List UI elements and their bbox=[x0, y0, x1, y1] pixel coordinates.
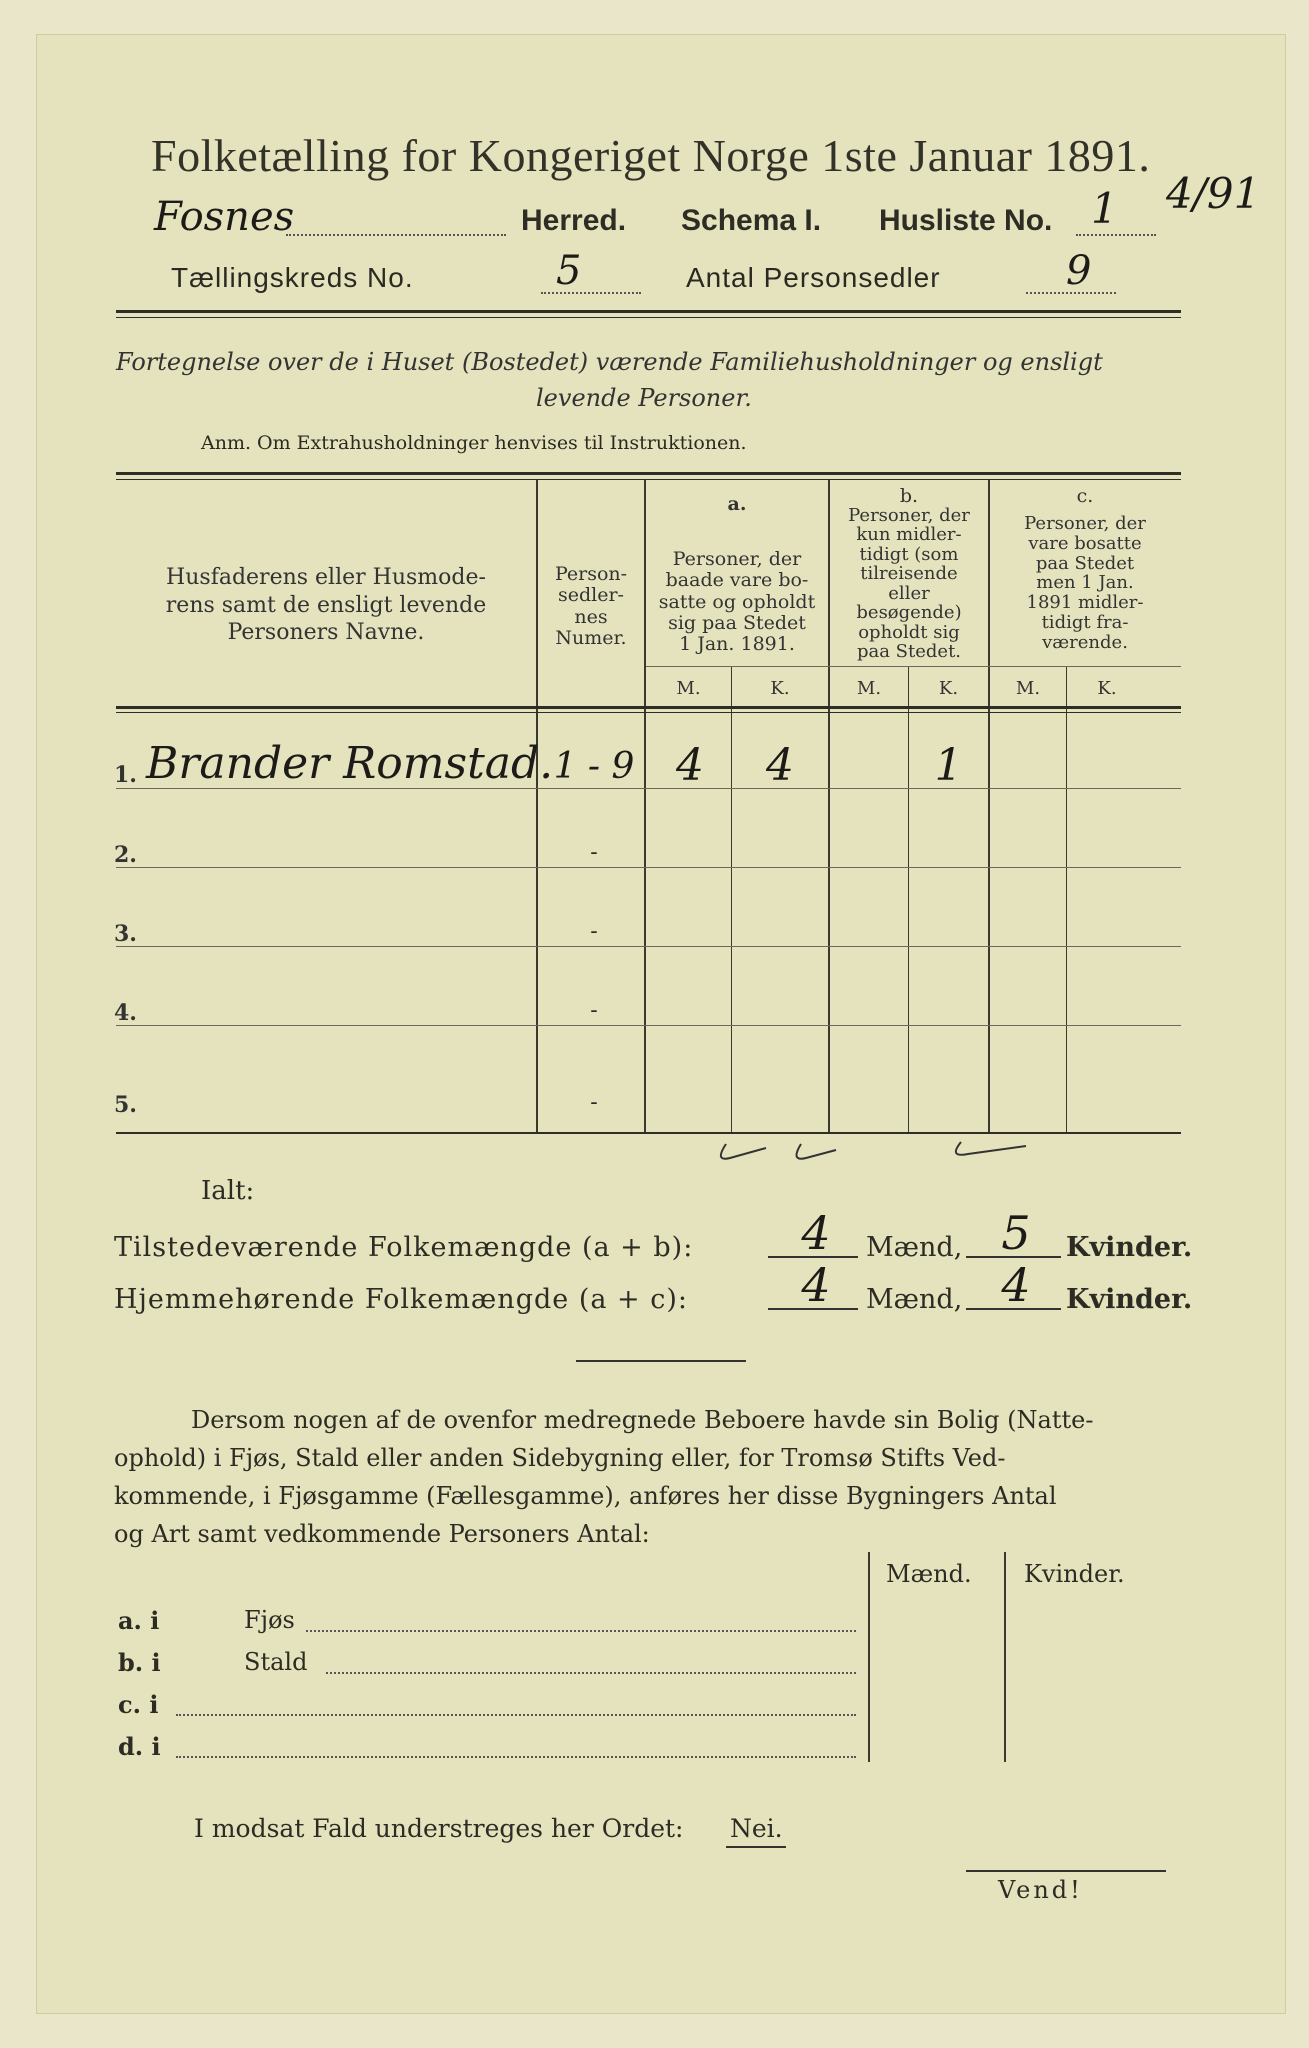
census-form bbox=[36, 34, 1286, 2014]
row-3-number: 3. bbox=[114, 921, 137, 947]
names-column-header: Husfaderens eller Husmode- rens samt de ensligt levende Personers Navne. bbox=[165, 565, 487, 645]
kreds-label: Tællingskreds No. bbox=[171, 262, 414, 293]
nei-word: Nei. bbox=[730, 1814, 783, 1843]
ialt-label: Ialt: bbox=[201, 1176, 255, 1206]
a-m-label: M. bbox=[676, 678, 701, 699]
row-1-numer: 1 - 9 bbox=[553, 746, 635, 787]
c-m-label: M. bbox=[1015, 678, 1041, 699]
row-4-numer: - bbox=[590, 998, 598, 1023]
row-1-a-k: 4 bbox=[766, 740, 794, 791]
numer-column-header: Person- sedler- nes Numer. bbox=[554, 563, 628, 649]
col-a-letter: a. bbox=[727, 493, 747, 515]
tilstede-kvinder-value: 5 bbox=[1001, 1206, 1031, 1260]
intro-line-2: levende Personer. bbox=[536, 384, 752, 412]
b-m-label: M. bbox=[856, 678, 882, 699]
husliste-number: 1 bbox=[1091, 184, 1118, 233]
col-c-header: Personer, der vare bosatte paa Stedet men 1 Jan. 1891 midler- tidigt fra- værende. bbox=[1024, 513, 1146, 653]
building-row-b-letter: b. i bbox=[118, 1648, 161, 1677]
tilstede-maend-label: Mænd, bbox=[866, 1232, 963, 1263]
building-row-c-letter: c. i bbox=[118, 1690, 159, 1719]
kreds-number: 5 bbox=[556, 248, 582, 294]
check-marks bbox=[686, 1134, 1066, 1174]
husliste-label: Husliste No. bbox=[879, 204, 1053, 237]
hjemme-kvinder-label: Kvinder. bbox=[1066, 1284, 1193, 1315]
modsat-fald-text: I modsat Fald understreges her Ordet: bbox=[194, 1814, 684, 1843]
row-1-name: Brander Romstad. bbox=[146, 738, 554, 789]
vend-label: Vend! bbox=[998, 1876, 1083, 1904]
hjemme-maend-label: Mænd, bbox=[866, 1284, 963, 1315]
building-row-a-letter: a. i bbox=[118, 1606, 160, 1635]
antal-label: Antal Personsedler bbox=[686, 262, 941, 293]
buildings-para-1: Dersom nogen af de ovenfor medregnede Beboere havde sin Bolig (Natte- bbox=[191, 1406, 1094, 1434]
col-c-letter: c. bbox=[1076, 485, 1094, 507]
tilstede-label: Tilstedeværende Folkemængde (a + b): bbox=[114, 1232, 694, 1263]
buildings-para-3: kommende, i Fjøsgamme (Fællesgamme), anføres her disse Bygningers Antal bbox=[114, 1482, 1057, 1510]
building-row-b-label: Stald bbox=[244, 1648, 308, 1676]
a-k-label: K. bbox=[770, 678, 790, 699]
row-2-numer: - bbox=[590, 840, 598, 865]
b-k-label: K. bbox=[938, 678, 959, 699]
tilstede-maend-value: 4 bbox=[801, 1206, 831, 1260]
buildings-para-4: og Art samt vedkommende Personers Antal: bbox=[114, 1520, 650, 1548]
hjemme-maend-value: 4 bbox=[801, 1258, 831, 1312]
c-k-label: K. bbox=[1097, 678, 1117, 699]
row-4-number: 4. bbox=[114, 1000, 137, 1026]
col-b-letter: b. bbox=[899, 485, 919, 507]
kvinder-column-header: Kvinder. bbox=[1024, 1560, 1125, 1588]
buildings-para-2: ophold) i Fjøs, Stald eller anden Sidebygning eller, for Tromsø Stifts Ved- bbox=[114, 1444, 1006, 1472]
tilstede-kvinder-label: Kvinder. bbox=[1066, 1232, 1193, 1263]
anm-note: Anm. Om Extrahusholdninger henvises til Instruktionen. bbox=[201, 432, 747, 454]
hjemme-kvinder-value: 4 bbox=[1001, 1258, 1031, 1312]
row-5-numer: - bbox=[590, 1090, 598, 1115]
corner-note: 4/91 bbox=[1166, 169, 1261, 218]
row-1-number: 1. bbox=[114, 762, 137, 788]
form-title: Folketælling for Kongeriget Norge 1ste Januar 1891. bbox=[151, 130, 1151, 181]
col-a-header: Personer, der baade vare bo- satte og opholdt sig paa Stedet 1 Jan. 1891. bbox=[658, 548, 816, 656]
building-row-a-label: Fjøs bbox=[244, 1606, 295, 1634]
row-2-number: 2. bbox=[114, 842, 137, 868]
hjemme-label: Hjemmehørende Folkemængde (a + c): bbox=[114, 1284, 688, 1315]
row-3-numer: - bbox=[590, 919, 598, 944]
maend-column-header: Mænd. bbox=[886, 1560, 972, 1588]
intro-line-1: Fortegnelse over de i Huset (Bostedet) værende Familiehusholdninger og ensligt bbox=[116, 348, 1103, 376]
building-row-d-letter: d. i bbox=[118, 1732, 161, 1761]
antal-number: 9 bbox=[1066, 248, 1092, 294]
row-1-a-m: 4 bbox=[676, 740, 704, 791]
row-1-b-k: 1 bbox=[934, 740, 963, 791]
col-b-header: Personer, der kun midler- tidigt (som tilreisende eller besøgende) opholdt sig paa Stedet. bbox=[848, 505, 970, 663]
row-5-number: 5. bbox=[114, 1092, 137, 1118]
municipality-handwritten: Fosnes bbox=[154, 194, 295, 240]
schema-label: Schema I. bbox=[681, 204, 822, 237]
herred-label: Herred. bbox=[521, 204, 627, 237]
